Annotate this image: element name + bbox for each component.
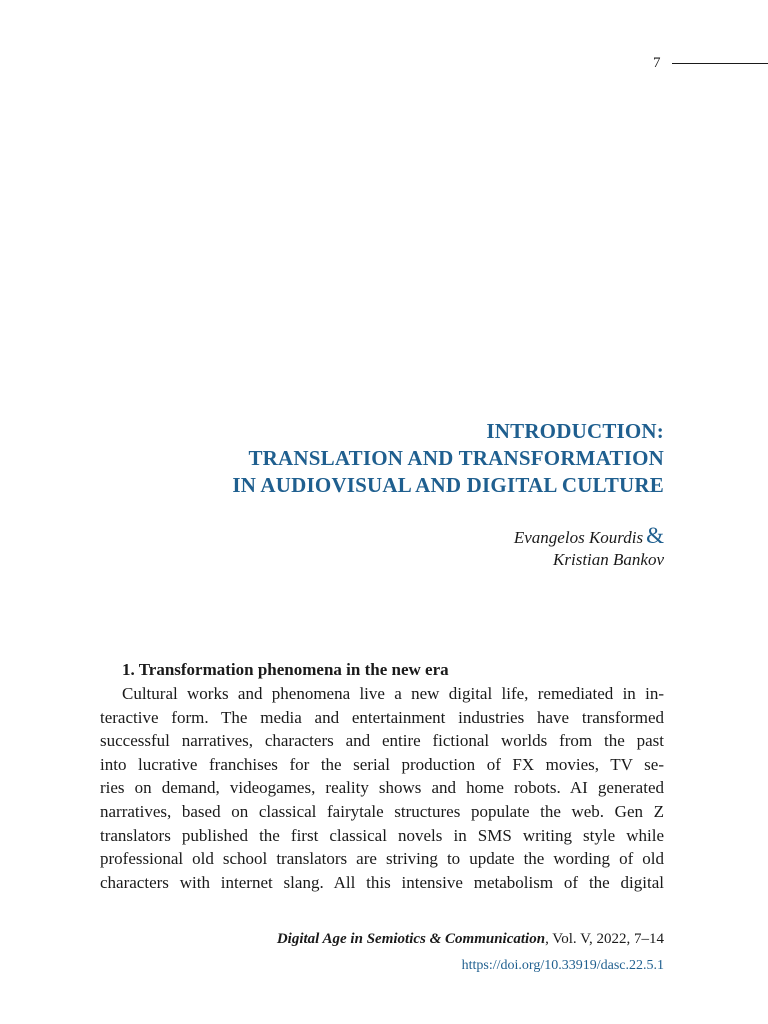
title-line-2: TRANSLATION AND TRANSFORMATION — [248, 446, 664, 470]
ampersand: & — [646, 523, 664, 548]
title-line-3: IN AUDIOVISUAL AND DIGITAL CULTURE — [232, 473, 664, 497]
author-2: Kristian Bankov — [553, 550, 664, 569]
author-line-1 — [514, 525, 664, 549]
title-line-1: INTRODUCTION: — [486, 419, 664, 443]
paragraph-line: characters with internet slang. All this intensive metabolism of the digital — [100, 872, 664, 892]
paragraph-line: into lucrative franchises for the serial production of FX movies, TV se- — [100, 754, 664, 774]
paragraph-line: professional old school translators are striving to update the wording of old — [100, 849, 664, 869]
citation-details: , Vol. V, 2022, 7–14 — [545, 931, 664, 947]
author-1: Evangelos Kourdis — [513, 528, 644, 547]
page-number: 7 — [653, 55, 661, 71]
article-title — [232, 418, 664, 499]
paragraph-line: teractive form. The media and entertainment industries have transformed — [100, 707, 664, 727]
paragraph-line: Cultural works and phenomena live a new digital life, remediated in in- — [122, 684, 664, 703]
page-number-rule — [672, 63, 768, 64]
body-paragraph — [100, 682, 664, 894]
paragraph-line: ries on demand, videogames, reality shows and home robots. AI generated — [100, 778, 664, 798]
paragraph-line: successful narratives, characters and entire fictional worlds from the past — [100, 731, 664, 751]
paragraph-line: translators published the first classical novels in SMS writing style while — [100, 825, 664, 845]
paragraph-line: narratives, based on classical fairytale structures populate the web. Gen Z — [100, 801, 664, 821]
doi-link[interactable]: https://doi.org/10.33919/dasc.22.5.1 — [461, 958, 664, 973]
authors — [514, 525, 664, 571]
journal-name: Digital Age in Semiotics & Communication — [276, 931, 546, 947]
journal-citation — [277, 929, 664, 949]
section-heading: 1. Transformation phenomena in the new era — [122, 660, 449, 679]
